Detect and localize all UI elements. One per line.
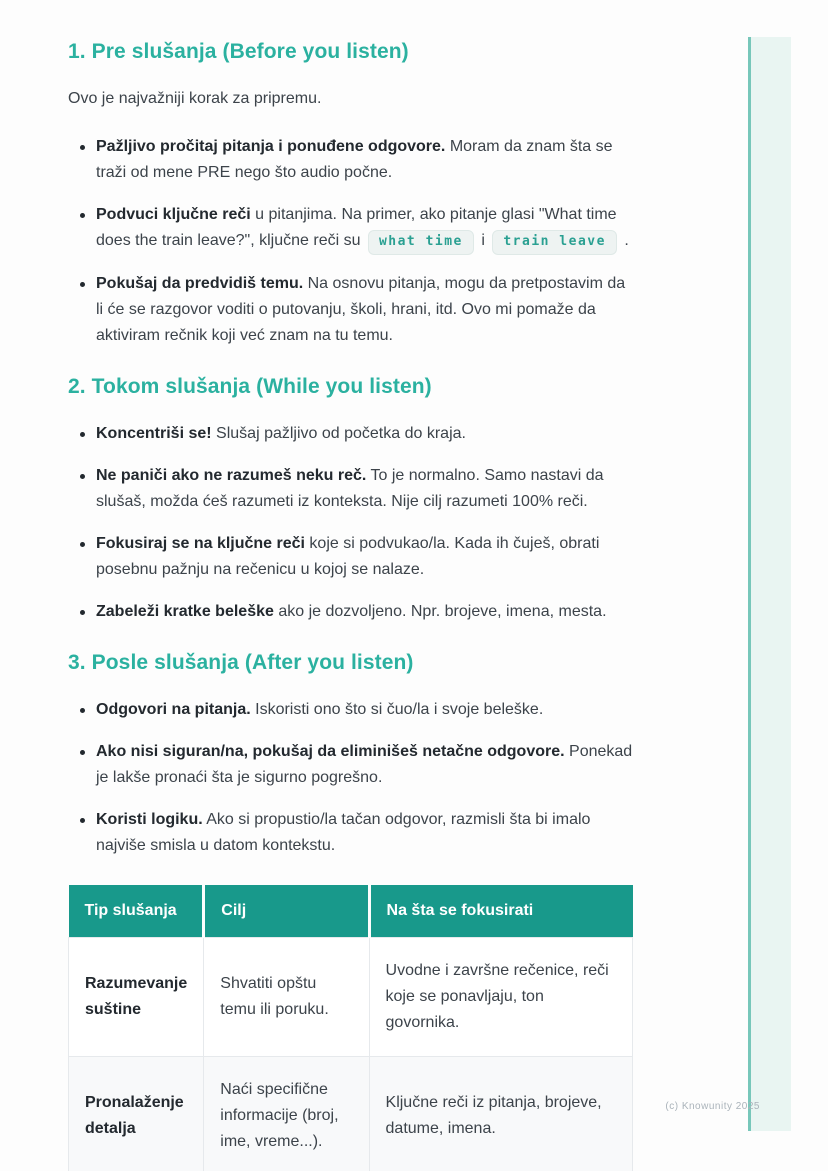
- listening-types-table: [68, 885, 633, 1171]
- decorative-side-band: [748, 37, 791, 1131]
- table-cell: Naći specifične informacije (broj, ime, vreme...).: [204, 1057, 369, 1171]
- bullet-text: i: [476, 232, 490, 249]
- table-header-cell: Na šta se fokusirati: [369, 885, 632, 938]
- section-heading: 2. Tokom slušanja (While you listen): [68, 375, 432, 398]
- bullet-text: Iskoristi ono što si čuo/la i svoje beleške.: [250, 701, 544, 718]
- table-cell: Uvodne i završne rečenice, reči koje se ponavljaju, ton govornika.: [369, 938, 632, 1057]
- bullet-item: [68, 202, 633, 255]
- section-before-listening: [68, 40, 633, 349]
- bullet-lead-bold: Koristi logiku.: [96, 811, 203, 828]
- keyword-chip: what time: [368, 230, 474, 255]
- section-while-listening: [68, 375, 633, 625]
- document-content: [68, 0, 633, 1171]
- bullet-text: To je normalno. Samo nastavi da slušaš, možda ćeš razumeti iz konteksta. Nije cilj razumeti 100% reči.: [96, 467, 604, 510]
- bullet-list: [68, 697, 633, 859]
- bullet-lead-bold: Podvuci ključne reči: [96, 206, 251, 223]
- bullet-item: [68, 134, 633, 186]
- bullet-text: Slušaj pažljivo od početka do kraja.: [211, 425, 466, 442]
- table-cell: Shvatiti opštu temu ili poruku.: [204, 938, 369, 1057]
- bullet-text: .: [619, 232, 629, 249]
- bullet-item: [68, 697, 633, 723]
- bullet-item: [68, 807, 633, 859]
- table-row-header-cell: Razumevanje suštine: [69, 938, 204, 1057]
- table-row: [69, 1057, 633, 1171]
- bullet-text: Ponekad je lakše pronaći šta je sigurno pogrešno.: [96, 743, 633, 786]
- bullet-text: Na osnovu pitanja, mogu da pretpostavim da li će se razgovor voditi o putovanju, školi, hrani, itd. Ovo mi pomaže da aktiviram rečnik koji već znam na tu temu.: [96, 275, 626, 344]
- table-cell: Ključne reči iz pitanja, brojeve, datume, imena.: [369, 1057, 632, 1171]
- keyword-chip: train leave: [492, 230, 617, 255]
- bullet-text: ako je dozvoljeno. Npr. brojeve, imena, mesta.: [273, 603, 607, 620]
- section-after-listening: [68, 651, 633, 859]
- table-header-cell: Cilj: [204, 885, 369, 938]
- table-row: [69, 938, 633, 1057]
- section-heading: 3. Posle slušanja (After you listen): [68, 651, 414, 674]
- bullet-text: Ako si propustio/la tačan odgovor, razmisli šta bi imalo najviše smisla u datom kontekstu.: [96, 811, 591, 854]
- bullet-text: koje si podvukao/la. Kada ih čuješ, obrati posebnu pažnju na rečenicu u kojoj se nalaze.: [96, 535, 600, 578]
- bullet-item: [68, 271, 633, 349]
- bullet-text: Moram da znam šta se traži od mene PRE nego što audio počne.: [96, 138, 613, 181]
- bullet-item: [68, 531, 633, 583]
- bullet-lead-bold: Fokusiraj se na ključne reči: [96, 535, 305, 552]
- bullet-lead-bold: Odgovori na pitanja.: [96, 701, 251, 718]
- bullet-list: [68, 134, 633, 349]
- bullet-item: [68, 421, 633, 447]
- bullet-lead-bold: Ako nisi siguran/na, pokušaj da eliminišeš netačne odgovore.: [96, 743, 565, 760]
- table-header-row: [69, 885, 633, 938]
- section-intro: Ovo je najvažniji korak za pripremu.: [68, 90, 322, 107]
- sections-container: [68, 40, 633, 859]
- bullet-item: [68, 463, 633, 515]
- bullet-list: [68, 421, 633, 625]
- bullet-lead-bold: Pažljivo pročitaj pitanja i ponuđene odgovore.: [96, 138, 446, 155]
- bullet-lead-bold: Zabeleži kratke beleške: [96, 603, 274, 620]
- bullet-lead-bold: Pokušaj da predvidiš temu.: [96, 275, 304, 292]
- table-body: [69, 938, 633, 1171]
- section-heading: 1. Pre slušanja (Before you listen): [68, 40, 409, 63]
- bullet-item: [68, 599, 633, 625]
- copyright-notice: (c) Knowunity 2025: [665, 1101, 760, 1112]
- bullet-lead-bold: Koncentriši se!: [96, 425, 212, 442]
- bullet-lead-bold: Ne paniči ako ne razumeš neku reč.: [96, 467, 367, 484]
- bullet-item: [68, 739, 633, 791]
- table-row-header-cell: Pronalaženje detalja: [69, 1057, 204, 1171]
- table-header-cell: Tip slušanja: [69, 885, 204, 938]
- bullet-text: u pitanjima. Na primer, ako pitanje glasi "What time does the train leave?", ključne reči su: [96, 206, 617, 249]
